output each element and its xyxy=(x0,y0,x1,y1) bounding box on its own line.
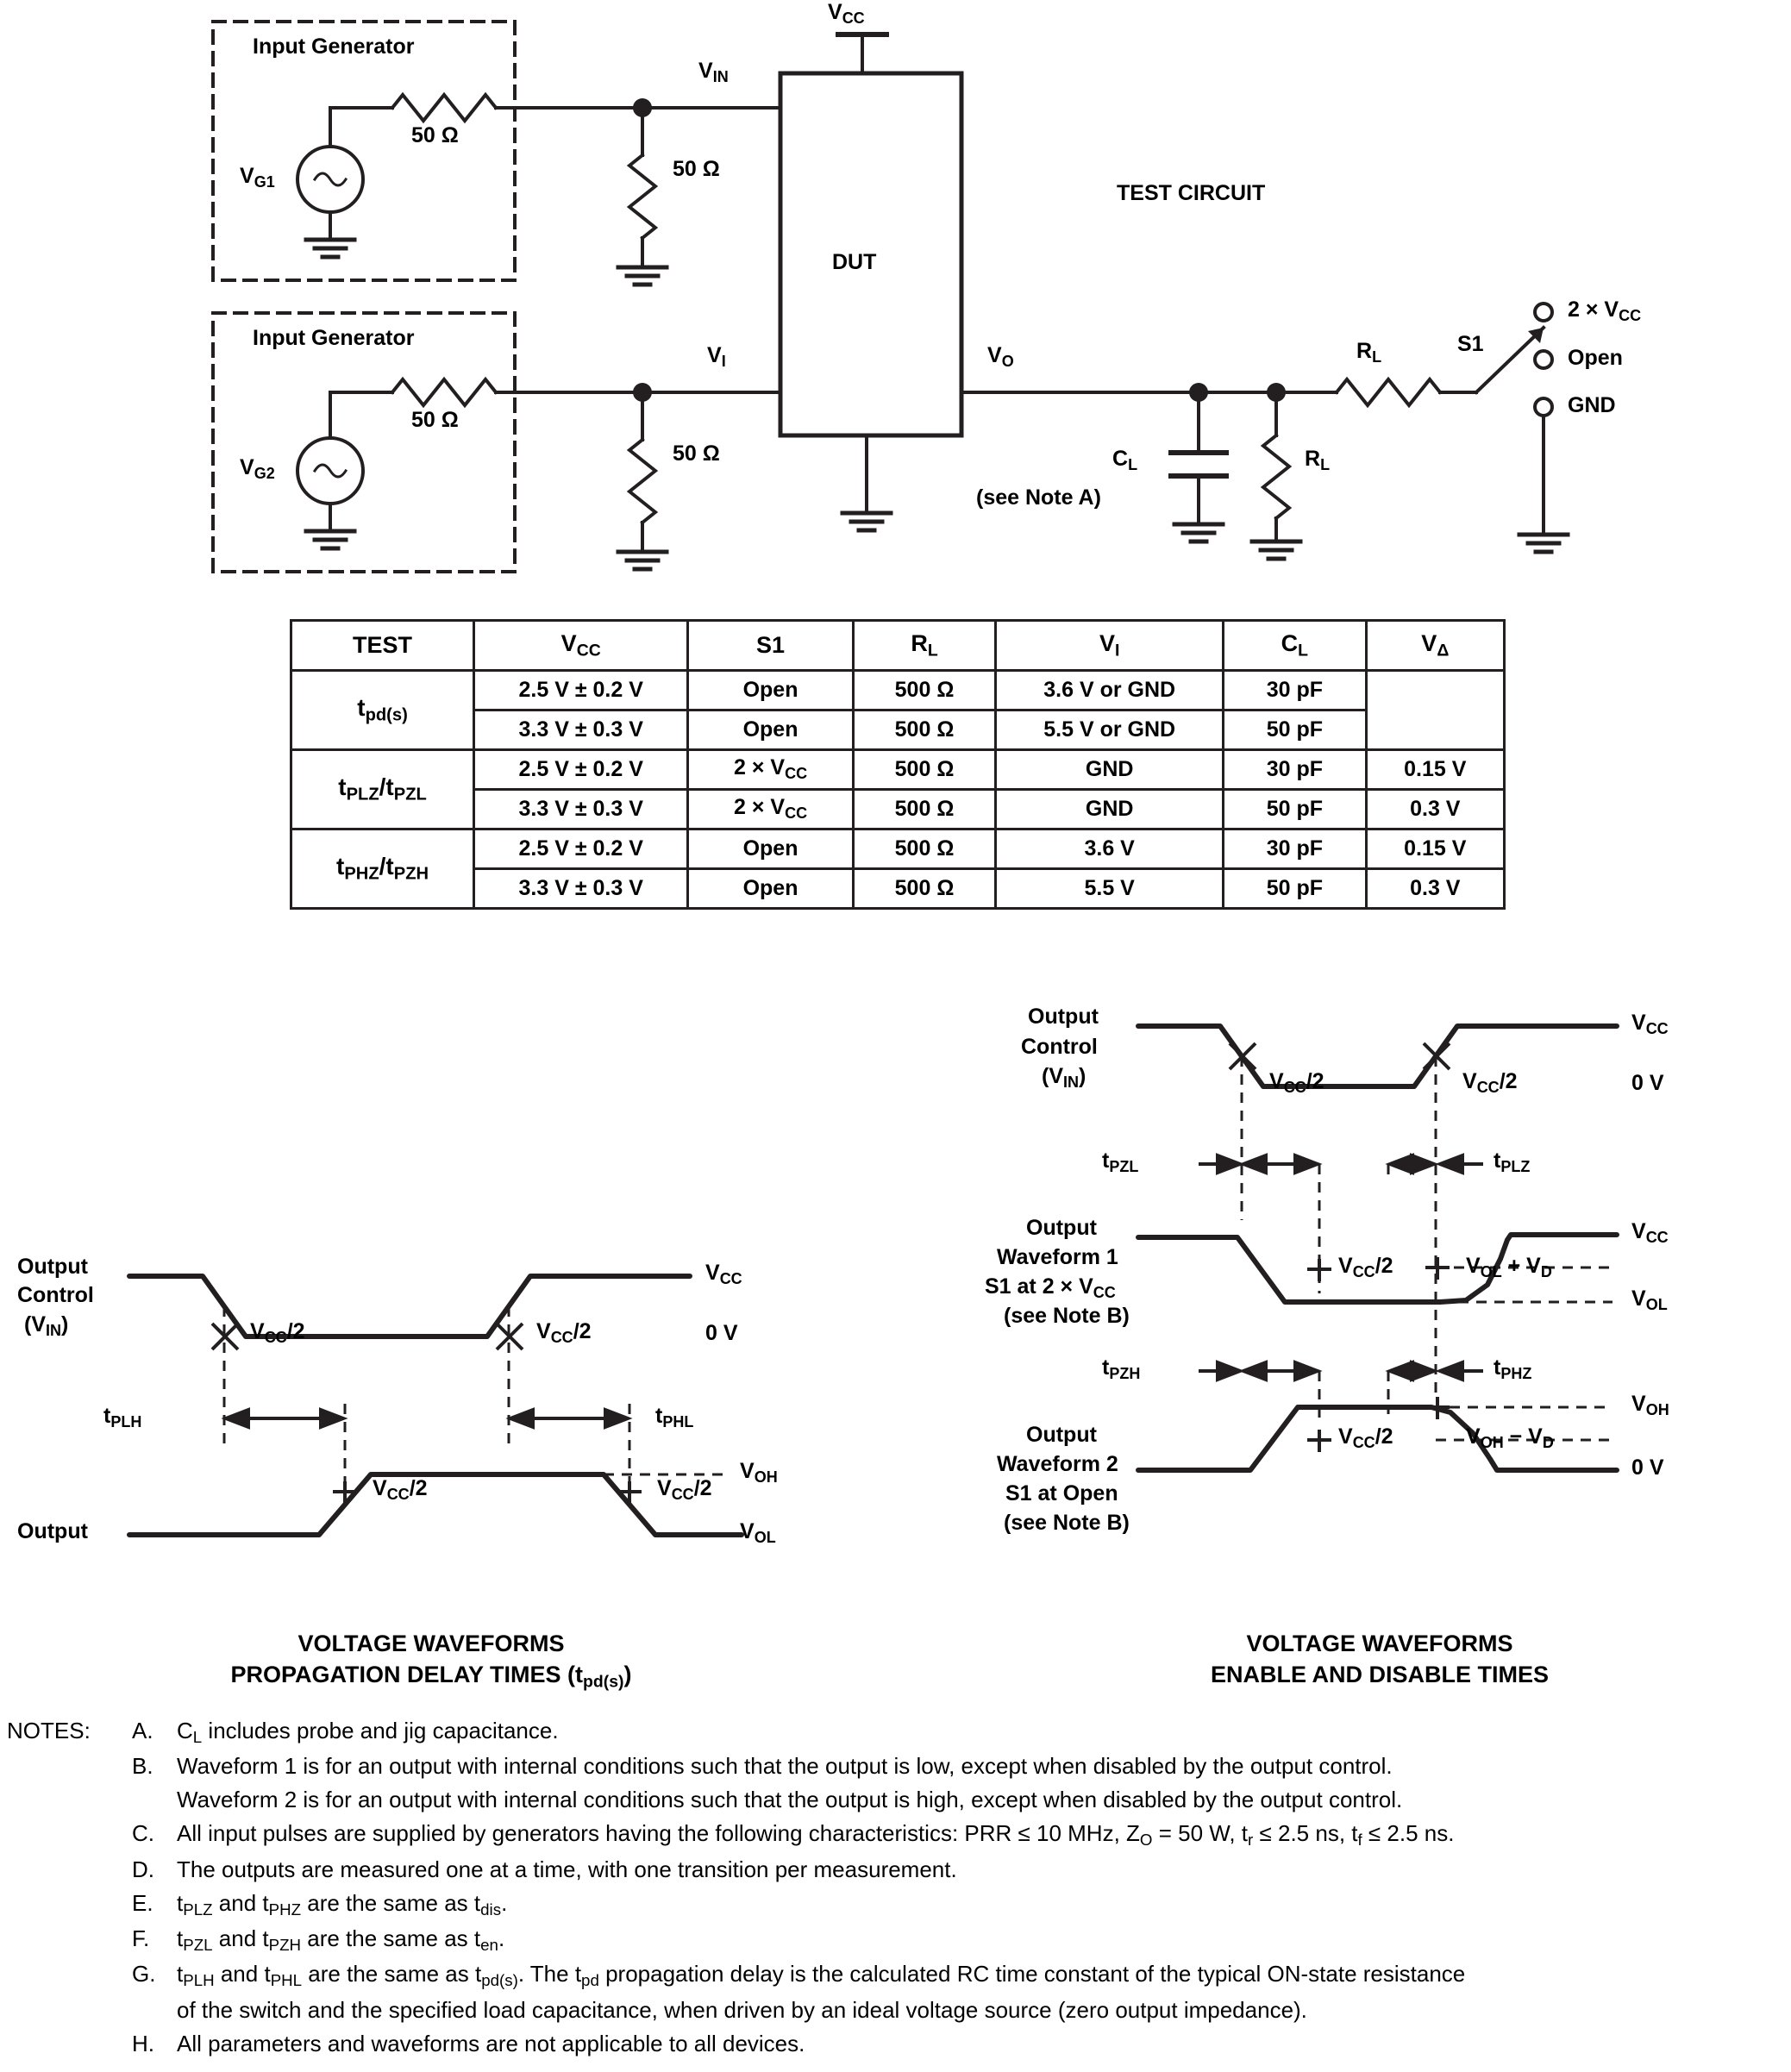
cell-vd: 0.15 V xyxy=(1366,750,1504,790)
cell-rl: 500 Ω xyxy=(853,869,996,909)
cell-rl: 500 Ω xyxy=(853,750,996,790)
wave2-zero-level: 0 V xyxy=(1631,1455,1664,1480)
cell-cl: 30 pF xyxy=(1224,671,1367,710)
left-out-mid2-label: $V_{CC}/2$ xyxy=(657,1476,712,1504)
row-test-label: $t_{pd(s)}$ xyxy=(291,671,474,750)
propagation-delay-waveform xyxy=(0,1242,862,1630)
wave2-voh-minus-vd-level: $V_{OH} - V_D$ xyxy=(1466,1424,1554,1452)
notes-block xyxy=(7,1714,1788,2061)
notes-spacer-c xyxy=(7,1817,132,1852)
cell-vd: 0.3 V xyxy=(1366,790,1504,829)
cell-vi: GND xyxy=(996,790,1224,829)
cell-vcc: 3.3 V ± 0.3 V xyxy=(474,869,688,909)
left-mid1-label: $V_{CC}/2$ xyxy=(250,1319,305,1347)
left-output-signal-label: Output xyxy=(17,1519,88,1543)
test-circuit-title: TEST CIRCUIT xyxy=(1117,181,1266,205)
note-key-g: G. xyxy=(132,1961,156,1987)
notes-spacer-h xyxy=(7,2027,132,2061)
cell-s1: Open xyxy=(688,671,853,710)
note-row-c xyxy=(7,1817,1788,1852)
left-zero-level-label: 0 V xyxy=(705,1321,738,1345)
gen2-series-resistor-label: 50 Ω xyxy=(411,408,459,432)
note-key-b2 xyxy=(132,1783,177,1817)
note-text-b2: Waveform 2 is for an output with internal conditions such that the output is high, except when disabled by the output control. xyxy=(177,1787,1403,1813)
right-tphz-label: $t_{PHZ}$ xyxy=(1494,1355,1532,1383)
left-vcc-level-label: $V_{CC}$ xyxy=(705,1261,742,1288)
table-row xyxy=(291,671,1505,710)
note-text-e: $t_{PLZ}$ and $t_{PHZ}$ are the same as $t_{dis}$. xyxy=(177,1889,508,1919)
wave1-vol-level: $V_{OL}$ xyxy=(1631,1286,1668,1314)
s1-label: S1 xyxy=(1457,332,1484,356)
test-circuit-section xyxy=(0,0,1791,604)
th-vi: $V_I$ xyxy=(996,621,1224,671)
th-test: TEST xyxy=(291,621,474,671)
switch-pos-2vcc-label: $2 \times V_{CC}$ xyxy=(1568,297,1642,325)
gen1-series-resistor-label: 50 Ω xyxy=(411,123,459,147)
cell-s1: Open xyxy=(688,829,853,869)
left-vol-label: $V_{OL}$ xyxy=(740,1519,776,1547)
notes-spacer-b xyxy=(7,1750,132,1783)
rl-series-label: $R_L$ xyxy=(1356,339,1382,366)
wave1-line3: S1 at $2 \times V_{CC}$ xyxy=(985,1274,1116,1302)
note-key-d: D. xyxy=(132,1856,154,1882)
note-text-g: $t_{PLH}$ and $t_{PHL}$ are the same as $t_{pd(s)}$. The $t_{pd}$ propagation delay is the calculated RC time constant of the typical ON-state resistance xyxy=(177,1961,1466,1990)
wave2-voh-level: $V_{OH}$ xyxy=(1631,1392,1669,1419)
note-key-h: H. xyxy=(132,2030,154,2056)
right-zero-level-label: 0 V xyxy=(1631,1071,1664,1095)
rl-shunt-label: $R_L$ xyxy=(1305,447,1331,474)
row-test-label: $t_{PLZ}/t_{PZL}$ xyxy=(291,750,474,829)
wave1-mid-label: $V_{CC}/2$ xyxy=(1338,1254,1393,1281)
note-row-g2 xyxy=(7,1994,1788,2027)
cell-vi: 5.5 V or GND xyxy=(996,710,1224,750)
th-vcc: $V_{CC}$ xyxy=(474,621,688,671)
gen1-shunt-resistor-label: 50 Ω xyxy=(673,157,720,181)
note-key-c: C. xyxy=(132,1820,154,1847)
cell-vi: 5.5 V xyxy=(996,869,1224,909)
note-row-f xyxy=(7,1922,1788,1957)
enable-disable-waveform xyxy=(931,1005,1791,1630)
left-tplh-label: $t_{PLH}$ xyxy=(103,1404,142,1431)
test-conditions-table xyxy=(290,619,1506,910)
switch-pos-gnd-label: GND xyxy=(1568,393,1616,417)
gen2-shunt-resistor-label: 50 Ω xyxy=(673,441,720,466)
note-row-d xyxy=(7,1853,1788,1887)
vi-node-label: $V_I$ xyxy=(707,343,726,371)
wave1-vol-plus-vd-level: $V_{OL} + V_D$ xyxy=(1466,1254,1552,1281)
notes-spacer-g2 xyxy=(7,1994,132,2027)
th-cl: $C_L$ xyxy=(1224,621,1367,671)
wave2-line3: S1 at Open xyxy=(1005,1481,1118,1505)
left-control-label: Control xyxy=(17,1283,94,1307)
left-caption xyxy=(103,1628,759,1693)
note-row-e xyxy=(7,1887,1788,1922)
th-s1: S1 xyxy=(688,621,853,671)
cell-rl: 500 Ω xyxy=(853,790,996,829)
cell-cl: 50 pF xyxy=(1224,869,1367,909)
input-generator-2-label: Input Generator xyxy=(253,326,415,350)
table-header-row xyxy=(291,621,1505,671)
note-text-a: $C_L$ includes probe and jig capacitance. xyxy=(177,1718,559,1747)
cell-vcc: 2.5 V ± 0.2 V xyxy=(474,829,688,869)
left-output-label: Output xyxy=(17,1255,88,1279)
right-tpzh-label: $t_{PZH}$ xyxy=(1102,1355,1141,1383)
wave2-line1: Output xyxy=(1026,1423,1097,1447)
note-row-h xyxy=(7,2027,1788,2061)
note-key-f: F. xyxy=(132,1925,150,1951)
cl-note-label: (see Note A) xyxy=(976,485,1101,510)
cell-vi: 3.6 V or GND xyxy=(996,671,1224,710)
th-rl: $R_L$ xyxy=(853,621,996,671)
note-text-c: All input pulses are supplied by generators having the following characteristics: PRR ≤ 10 MHz, $Z_O = 50$ W, $t_r \le 2.5$ ns, $t_f \le 2.5$ ns. xyxy=(177,1820,1455,1850)
right-output-label: Output xyxy=(1028,1005,1099,1029)
left-voh-label: $V_{OH}$ xyxy=(740,1459,778,1487)
cell-cl: 30 pF xyxy=(1224,750,1367,790)
cell-vd: 0.15 V xyxy=(1366,829,1504,869)
cell-vd xyxy=(1366,671,1504,750)
cell-vcc: 2.5 V ± 0.2 V xyxy=(474,750,688,790)
left-mid2-label: $V_{CC}/2$ xyxy=(536,1319,592,1347)
right-caption xyxy=(1095,1628,1664,1691)
right-tpzl-label: $t_{PZL}$ xyxy=(1102,1149,1139,1176)
cell-vd: 0.3 V xyxy=(1366,869,1504,909)
vo-node-label: $V_O$ xyxy=(987,343,1014,371)
vin-node-label: $V_{IN}$ xyxy=(698,59,729,86)
left-caption-line1: VOLTAGE WAVEFORMS xyxy=(297,1631,565,1656)
cell-s1: Open xyxy=(688,710,853,750)
right-mid2-label: $V_{CC}/2$ xyxy=(1462,1069,1518,1097)
wave2-mid-label: $V_{CC}/2$ xyxy=(1338,1424,1393,1452)
dut-label: DUT xyxy=(832,250,877,274)
table-row xyxy=(291,750,1505,790)
left-out-mid1-label: $V_{CC}/2$ xyxy=(373,1476,428,1504)
note-row-a xyxy=(7,1714,1788,1750)
right-vcc-level-label: $V_{CC}$ xyxy=(1631,1011,1669,1038)
note-text-d: The outputs are measured one at a time, with one transition per measurement. xyxy=(177,1856,957,1882)
left-tphl-label: $t_{PHL}$ xyxy=(655,1404,694,1431)
right-caption-line2: ENABLE AND DISABLE TIMES xyxy=(1210,1662,1549,1688)
wave1-line1: Output xyxy=(1026,1216,1097,1240)
left-vin-label: $(V_{IN})$ xyxy=(24,1312,69,1340)
cell-s1: $2 \times V_{CC}$ xyxy=(688,750,853,790)
cell-vcc: 2.5 V ± 0.2 V xyxy=(474,671,688,710)
cl-label: $C_L$ xyxy=(1112,447,1138,474)
note-row-b xyxy=(7,1750,1788,1783)
notes-header: NOTES: xyxy=(7,1718,91,1743)
left-caption-line2: PROPAGATION DELAY TIMES $(t_{pd(s)})$ xyxy=(230,1662,632,1692)
cell-vi: 3.6 V xyxy=(996,829,1224,869)
right-mid1-label: $V_{CC}/2$ xyxy=(1269,1069,1324,1097)
note-key-g2 xyxy=(132,1994,177,2027)
notes-spacer-f xyxy=(7,1922,132,1957)
cell-cl: 30 pF xyxy=(1224,829,1367,869)
right-caption-line1: VOLTAGE WAVEFORMS xyxy=(1246,1631,1513,1656)
note-key-a: A. xyxy=(132,1718,153,1743)
vcc-top-label: $V_{CC}$ xyxy=(828,0,865,28)
cell-s1: $2 \times V_{CC}$ xyxy=(688,790,853,829)
wave1-line2: Waveform 1 xyxy=(997,1245,1118,1269)
cell-vcc: 3.3 V ± 0.3 V xyxy=(474,790,688,829)
test-circuit-schematic xyxy=(0,0,1791,604)
notes-spacer-b2 xyxy=(7,1783,132,1817)
wave2-line4: (see Note B) xyxy=(1004,1511,1130,1535)
row-test-label: $t_{PHZ}/t_{PZH}$ xyxy=(291,829,474,909)
note-row-g xyxy=(7,1957,1788,1993)
right-tplz-label: $t_{PLZ}$ xyxy=(1494,1149,1531,1176)
notes-spacer-g xyxy=(7,1957,132,1993)
th-vd: $V_\Delta$ xyxy=(1366,621,1504,671)
cell-rl: 500 Ω xyxy=(853,710,996,750)
vg1-label: $V_{G1}$ xyxy=(240,164,275,191)
notes-spacer-e xyxy=(7,1887,132,1922)
cell-vcc: 3.3 V ± 0.3 V xyxy=(474,710,688,750)
note-key-b: B. xyxy=(132,1753,153,1780)
note-row-b2 xyxy=(7,1783,1788,1817)
cell-vi: GND xyxy=(996,750,1224,790)
right-control-label: Control xyxy=(1021,1035,1098,1059)
cell-cl: 50 pF xyxy=(1224,790,1367,829)
note-text-h: All parameters and waveforms are not applicable to all devices. xyxy=(177,2030,805,2056)
propagation-delay-svg xyxy=(0,1242,862,1630)
cell-s1: Open xyxy=(688,869,853,909)
wave1-line4: (see Note B) xyxy=(1004,1304,1130,1328)
wave1-vcc-level: $V_{CC}$ xyxy=(1631,1219,1669,1247)
right-vin-label: $(V_{IN})$ xyxy=(1042,1064,1086,1092)
notes-spacer-d xyxy=(7,1853,132,1887)
table-row xyxy=(291,829,1505,869)
switch-pos-open-label: Open xyxy=(1568,346,1623,370)
cell-rl: 500 Ω xyxy=(853,671,996,710)
note-text-f: $t_{PZL}$ and $t_{PZH}$ are the same as $t_{en}$. xyxy=(177,1925,505,1955)
note-text-g2: of the switch and the specified load capacitance, when driven by an ideal voltage source (zero output impedance). xyxy=(177,1996,1307,2023)
input-generator-1-label: Input Generator xyxy=(253,34,415,59)
note-key-e: E. xyxy=(132,1889,153,1916)
cell-cl: 50 pF xyxy=(1224,710,1367,750)
cell-rl: 500 Ω xyxy=(853,829,996,869)
wave2-line2: Waveform 2 xyxy=(997,1452,1118,1476)
note-text-b: Waveform 1 is for an output with internal conditions such that the output is low, except when disabled by the output control. xyxy=(177,1753,1393,1780)
vg2-label: $V_{G2}$ xyxy=(240,455,275,483)
